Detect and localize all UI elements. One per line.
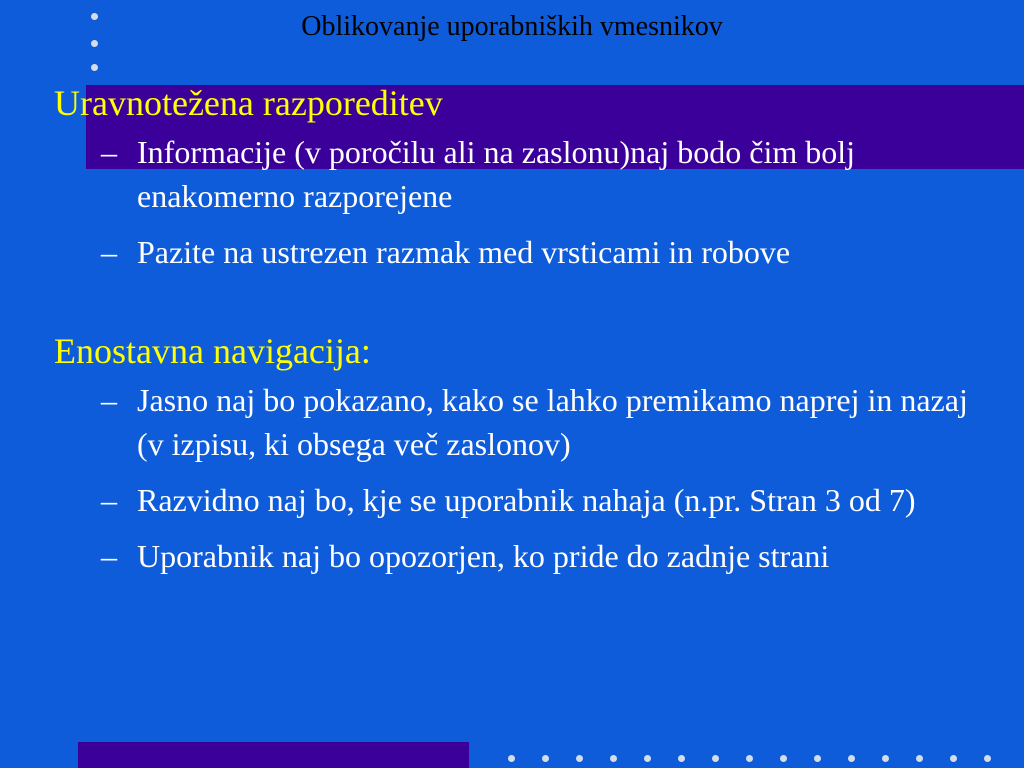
- bullet-dash: –: [101, 234, 117, 270]
- decorative-dot: [678, 755, 685, 762]
- decorative-dot: [712, 755, 719, 762]
- decorative-dot: [542, 755, 549, 762]
- slide-content: [54, 80, 994, 590]
- list-item-text: Pazite na ustrezen razmak med vrsticami in robove: [137, 234, 791, 270]
- decorative-dot: [984, 755, 991, 762]
- decorative-dot: [91, 64, 98, 71]
- list-item-text: Jasno naj bo pokazano, kako se lahko premikamo naprej in nazaj (v izpisu, ki obsega več zaslonov): [137, 382, 968, 462]
- bullet-dash: –: [101, 134, 117, 170]
- decorative-dot: [882, 755, 889, 762]
- list-item: [54, 478, 994, 522]
- list-item: [54, 130, 994, 218]
- decorative-dot: [576, 755, 583, 762]
- decorative-dot: [610, 755, 617, 762]
- decorative-dot: [746, 755, 753, 762]
- decorative-dot: [814, 755, 821, 762]
- section-heading-simple-navigation: Enostavna navigacija:: [54, 331, 371, 371]
- bullet-list-balanced-layout: [54, 130, 994, 274]
- decorative-dot: [848, 755, 855, 762]
- bullet-dash: –: [101, 538, 117, 574]
- list-item-text: Razvidno naj bo, kje se uporabnik nahaja (n.pr. Stran 3 od 7): [137, 482, 916, 518]
- slide-title: Oblikovanje uporabniških vmesnikov: [301, 11, 723, 42]
- list-item: [54, 534, 994, 578]
- bullet-dash: –: [101, 482, 117, 518]
- bullet-dash: –: [101, 382, 117, 418]
- list-item-text: Informacije (v poročilu ali na zaslonu)naj bodo čim bolj enakomerno razporejene: [137, 134, 855, 214]
- decorative-dot: [644, 755, 651, 762]
- list-item: [54, 378, 994, 466]
- list-item-text: Uporabnik naj bo opozorjen, ko pride do zadnje strani: [137, 538, 830, 574]
- decorative-dot: [508, 755, 515, 762]
- bullet-list-simple-navigation: [54, 378, 994, 578]
- decorative-dot: [916, 755, 923, 762]
- decorative-dot: [950, 755, 957, 762]
- section-heading-balanced-layout: Uravnotežena razporeditev: [54, 83, 443, 123]
- decorative-dot: [780, 755, 787, 762]
- list-item: [54, 230, 994, 274]
- bottom-decorative-band: [78, 742, 469, 768]
